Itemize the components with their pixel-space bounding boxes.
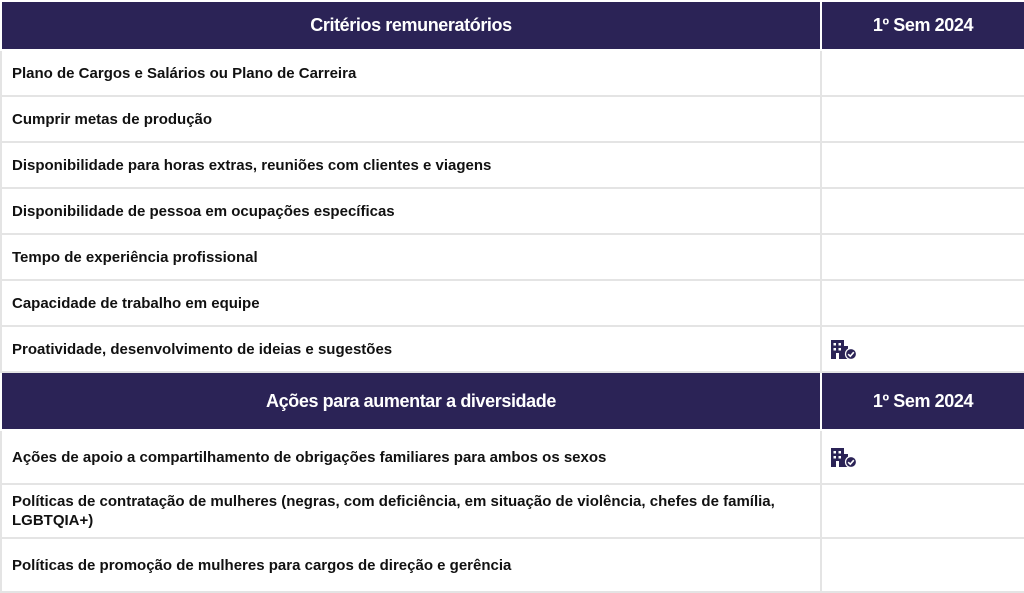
table-row: [1, 326, 1024, 372]
row-label: Plano de Cargos e Salários ou Plano de Carreira: [1, 50, 821, 96]
table-row: [1, 280, 1024, 326]
section-title: Ações para aumentar a diversidade: [1, 372, 821, 430]
row-label: Ações de apoio a compartilhamento de obrigações familiares para ambos os sexos: [1, 430, 821, 484]
table-row: [1, 484, 1024, 538]
table-row: [1, 234, 1024, 280]
row-label: Capacidade de trabalho em equipe: [1, 280, 821, 326]
period-header: 1º Sem 2024: [821, 1, 1024, 50]
table-row: [1, 538, 1024, 592]
table-row: [1, 96, 1024, 142]
row-label: Disponibilidade para horas extras, reuniões com clientes e viagens: [1, 142, 821, 188]
row-label: Políticas de promoção de mulheres para cargos de direção e gerência: [1, 538, 821, 592]
row-value: [821, 538, 1024, 592]
table-row: [1, 430, 1024, 484]
company-check-icon: [830, 338, 858, 360]
table-row: [1, 188, 1024, 234]
row-value: [821, 234, 1024, 280]
row-label: Políticas de contratação de mulheres (negras, com deficiência, em situação de violência, chefes de família, LGBTQIA+): [1, 484, 821, 538]
table-row: [1, 142, 1024, 188]
company-check-icon: [830, 446, 858, 468]
row-value: [821, 142, 1024, 188]
row-label: Disponibilidade de pessoa em ocupações específicas: [1, 188, 821, 234]
period-header: 1º Sem 2024: [821, 372, 1024, 430]
row-label: Proatividade, desenvolvimento de ideias e sugestões: [1, 326, 821, 372]
row-label: Cumprir metas de produção: [1, 96, 821, 142]
row-value: [821, 484, 1024, 538]
section-header-row: [1, 1, 1024, 50]
section-title: Critérios remuneratórios: [1, 1, 821, 50]
row-value: [821, 326, 1024, 372]
row-label: Tempo de experiência profissional: [1, 234, 821, 280]
row-value: [821, 96, 1024, 142]
section-header-row: [1, 372, 1024, 430]
row-value: [821, 430, 1024, 484]
row-value: [821, 50, 1024, 96]
row-value: [821, 188, 1024, 234]
row-value: [821, 280, 1024, 326]
table-row: [1, 50, 1024, 96]
